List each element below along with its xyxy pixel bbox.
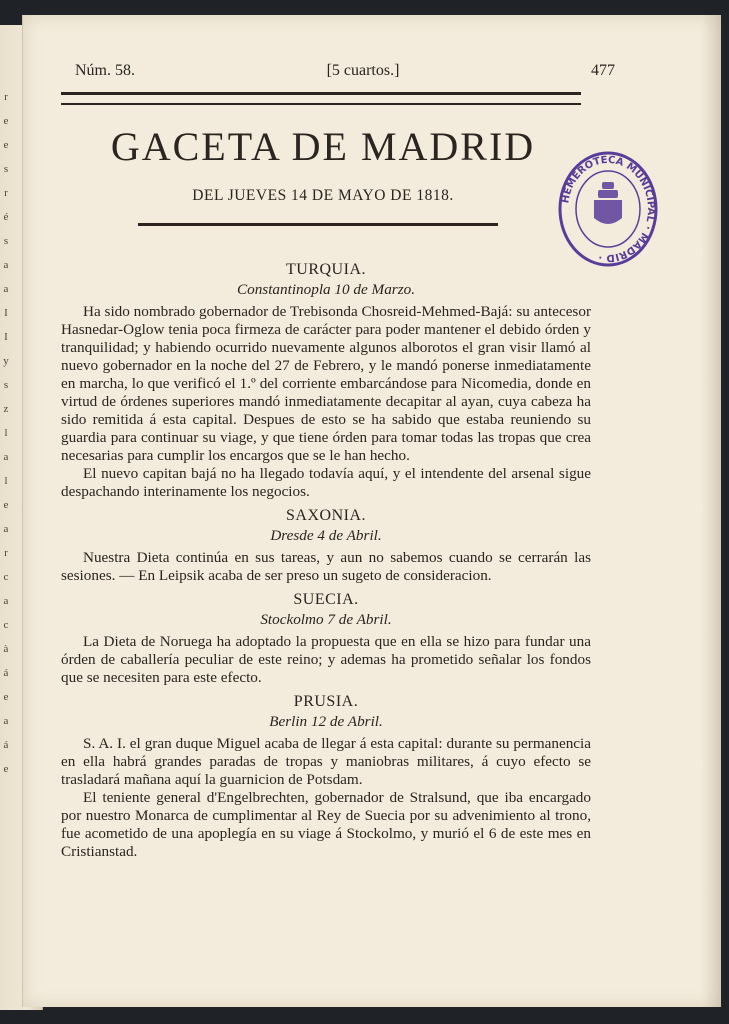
header-rule	[61, 92, 581, 105]
adjacent-page-char: e	[3, 691, 9, 703]
adjacent-page-char: a	[3, 715, 9, 727]
adjacent-page-char: l	[4, 427, 8, 439]
library-stamp-icon	[558, 150, 658, 268]
page-number: 477	[590, 62, 615, 79]
section-dateline: Stockolmo 7 de Abril.	[260, 611, 392, 628]
section-title: SAXONIA.	[286, 507, 366, 524]
adjacent-page-char: é	[3, 211, 9, 223]
adjacent-page-char: á	[3, 739, 9, 751]
adjacent-page-char: e	[3, 139, 9, 151]
adjacent-page-char: I	[4, 307, 8, 319]
article-paragraph: El nuevo capitan bajá no ha llegado todavía aquí, y el intendente del arsenal sigue despachando interinamente los negocios.	[61, 465, 591, 500]
adjacent-page-char: a	[3, 595, 9, 607]
article-paragraph: S. A. I. el gran duque Miguel acaba de llegar á esta capital: durante su permanencia en ella habrá grandes paradas de tropas y maniobras militares, á cuyo efecto se trasladará mañana aquí la guarnicion de Potsdam.	[61, 735, 591, 788]
adjacent-page-char: e	[3, 115, 9, 127]
adjacent-page-char: à	[3, 643, 9, 655]
adjacent-page-char: c	[3, 571, 9, 583]
adjacent-page-char: r	[4, 187, 8, 199]
adjacent-page-char: e	[3, 763, 9, 775]
adjacent-page-char: a	[3, 451, 9, 463]
article-body	[61, 255, 591, 861]
price: [5 cuartos.]	[326, 62, 400, 79]
date-rule	[138, 223, 498, 226]
adjacent-page-char: y	[3, 355, 9, 367]
article-paragraph: Ha sido nombrado gobernador de Trebisonda Chosreid-Mehmed-Bajá: su antecesor Hasnedar-Oglow tenia poca firmeza de carácter para poder mantener el debido órden y tranquilidad; y habiendo ocurrido nuevamente algunos alborotos el gran visir llamó al nuevo gobernador en la noche del 27 de Febrero, y le mandó ponerse inmediatamente en marcha, lo que verificó el 1.º del corriente embarcándose para Nicomedia, donde en virtud de órdenes superiores mandó inmediatamente decapitar al ayan, cuya cabeza ha sido remitida á esta capital. Despues de esto se ha sabido que estaba reuniendo su guardia para continuar su viage, y que tiene órden para tomar todas las tropas que crea necesarias para cumplir los encargos que se le han hecho.	[61, 303, 591, 464]
adjacent-page-char: s	[3, 163, 9, 175]
section-title: PRUSIA.	[293, 693, 359, 710]
article-paragraph: El teniente general d'Engelbrechten, gobernador de Stralsund, que iba encargado por nuestro Monarca de cumplimentar al Rey de Suecia por su advenimiento al trono, fue acometido de una apoplegía en su viage á Stockolmo, y murió el 6 de este mes en Cristianstad.	[61, 789, 591, 860]
issue-date: DEL JUEVES 14 DE MAYO DE 1818.	[192, 187, 454, 204]
stamp-text: HEMEROTECA MUNICIPAL · MADRID ·	[560, 154, 657, 264]
adjacent-page-char: s	[3, 379, 9, 391]
newspaper-page	[22, 15, 721, 1007]
adjacent-page-char: a	[3, 523, 9, 535]
adjacent-page-char: a	[3, 283, 9, 295]
adjacent-page-letters	[0, 85, 12, 781]
adjacent-page-char: c	[3, 619, 9, 631]
section-title: SUECIA.	[293, 591, 359, 608]
adjacent-page-char: z	[3, 403, 9, 415]
article-paragraph: La Dieta de Noruega ha adoptado la propuesta que en ella se hizo para fundar una órden de caballería peculiar de este reino; y ademas ha prometido señalar los fondos que se necesiten para este efecto.	[61, 633, 591, 686]
adjacent-page-char: e	[3, 499, 9, 511]
section-dateline: Berlin 12 de Abril.	[269, 713, 383, 730]
adjacent-page-char: l	[4, 475, 8, 487]
page-header	[75, 62, 615, 80]
adjacent-page-char: á	[3, 667, 9, 679]
adjacent-page-char: r	[4, 547, 8, 559]
adjacent-page-char: s	[3, 235, 9, 247]
section-dateline: Dresde 4 de Abril.	[270, 527, 382, 544]
adjacent-page-char: r	[4, 91, 8, 103]
adjacent-page-char: I	[4, 331, 8, 343]
adjacent-page-char: a	[3, 259, 9, 271]
section-dateline: Constantinopla 10 de Marzo.	[236, 281, 416, 298]
section-title: TURQUIA.	[286, 261, 366, 278]
masthead-title: GACETA DE MADRID	[110, 124, 536, 169]
article-paragraph: Nuestra Dieta continúa en sus tareas, y aun no sabemos cuando se cerrarán las sesiones. — En Leipsik acaba de ser preso un sugeto de consideracion.	[61, 549, 591, 584]
issue-number: Núm. 58.	[75, 62, 135, 79]
